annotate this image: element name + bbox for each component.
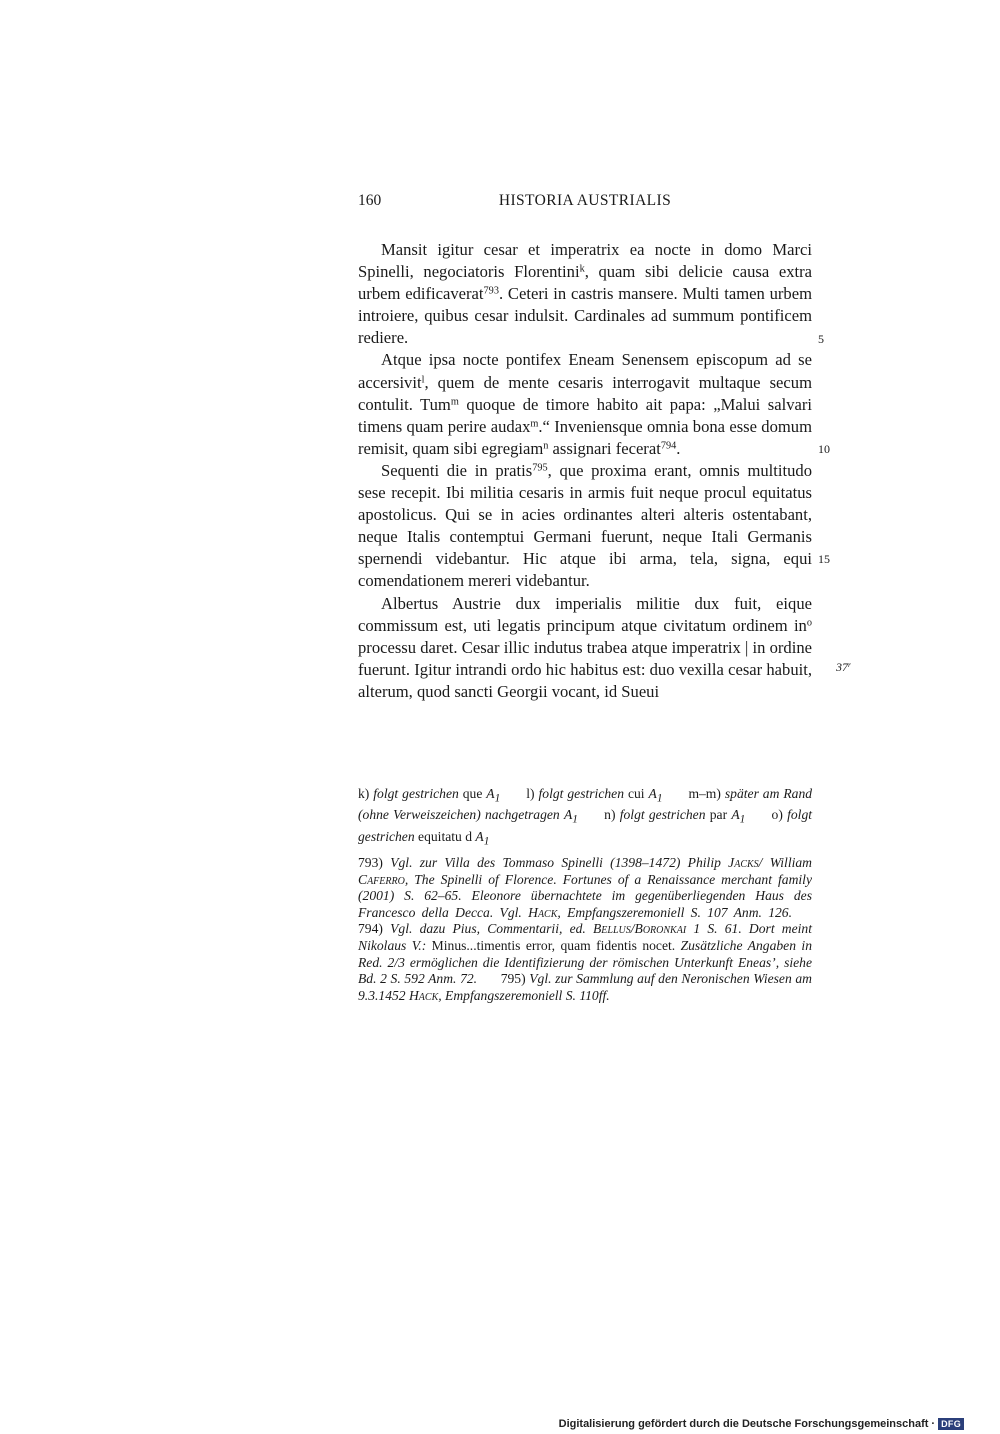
entry-note: folgt gestrichen — [538, 786, 624, 801]
apparatus-ref: m — [530, 418, 539, 430]
critical-apparatus — [358, 786, 812, 850]
dfg-credit: Digitalisierung gefördert durch die Deutsche Forschungsgemeinschaft · DFG — [559, 1418, 964, 1430]
note-text: , Empfangszeremoniell S. 107 Anm. 126. — [557, 904, 792, 920]
sigil: A — [475, 828, 484, 844]
entry-label: m–m) — [688, 786, 721, 801]
footnote-ref: 794 — [660, 440, 677, 452]
page-number: 160 — [358, 192, 382, 209]
text-span: , quem de mente cesaris interrogavit multaque secum contulit. Tum — [358, 372, 812, 414]
text-span: , que proxima erant, omnis multitudo sese recepit. Ibi militia cesaris in armis fuit neque procul equitatus apostolicus. Qui se in acies ordinantes alteri alteris ostentabant, neque Italis contemptui Germani fuerunt, neque Itali Germanis spernendi videbantur. Hic atque ibi arma, tela, signa, equi comendationem mereri videbantur. — [358, 460, 812, 591]
note-text: Zusätzliche Angaben in Red. 2/3 ermöglichen die Identifizierung der römischen Unterkunft Eneas’, siehe Bd. 2 S. 592 Anm. 72. — [358, 937, 812, 987]
text-span: . — [676, 438, 681, 458]
entry-text: cui — [624, 786, 649, 801]
note-text: Vgl. zur Villa des Tommaso Spinelli (1398–1472) Philip — [390, 855, 729, 870]
sigil-sub: 1 — [656, 792, 663, 805]
entry-label: k) — [358, 786, 370, 801]
running-title: HISTORIA AUSTRIALIS — [498, 192, 672, 209]
text-span: Sequenti die in pratis — [381, 460, 533, 480]
main-text — [358, 239, 812, 703]
author-name: Caferro — [358, 871, 405, 887]
footnote-793 — [358, 855, 812, 920]
sigil-sub: 1 — [494, 792, 501, 805]
sigil: A — [731, 807, 740, 823]
entry-note: folgt gestrichen — [373, 786, 459, 801]
entry-label: l) — [526, 786, 535, 801]
entry-note: später am Rand (ohne Verweiszeichen) nachgetragen — [358, 786, 813, 823]
text-span: , quam sibi delicie causa extra urbem edificaverat — [358, 262, 813, 304]
dfg-logo-icon: DFG — [938, 1418, 964, 1430]
paragraph-1 — [358, 239, 812, 349]
entry-label: o) — [771, 807, 783, 823]
entry-text: que — [458, 786, 487, 801]
text-span: Atque ipsa nocte pontifex Eneam Senensem episcopum ad se accersivit — [358, 350, 812, 392]
apparatus-ref: k — [579, 263, 585, 275]
entry-label: n) — [604, 807, 616, 823]
note-text: , Empfangszeremoniell S. 110ff. — [438, 987, 610, 1003]
note-text: / William — [758, 855, 812, 870]
entry-text: equitatu d — [414, 828, 476, 844]
folio-side: r — [848, 659, 851, 669]
quotation: Minus...timentis error, quam fidentis nocet. — [431, 937, 676, 953]
sigil: A — [648, 786, 657, 801]
text-span: .“ Inveniensque omnia bona esse domum remisit, quam sibi egregiam — [358, 416, 813, 458]
line-number-15: 15 — [818, 552, 830, 566]
note-text: Vgl. dazu Pius, Commentarii, ed. — [390, 921, 593, 937]
footnote-ref: 793 — [483, 285, 499, 297]
apparatus-entry-k — [358, 786, 501, 805]
line-number-5: 5 — [818, 332, 824, 346]
entry-note: folgt gestrichen — [358, 807, 813, 844]
text-span: . Ceteri in castris mansere. Multi tamen urbem introiere, quibus cesar indulsit. Cardinales ad summum pontificem rediere. — [358, 284, 813, 348]
note-text: , The Spinelli of Florence. Fortunes of a Renaissance merchant family (2001) S. 62–65. Eleonore übernachtete im gegenüberliegenden Haus des Francesco della Decca. Vgl. — [358, 871, 812, 920]
entry-note: folgt gestrichen — [619, 807, 706, 823]
text-span: processu daret. Cesar illic indutus trabea atque imperatrix | in ordine fuerunt. Igitur intrandi ordo hic habitus est: duo vexilla cesar habuit, alterum, quod sancti Georgii vocant, id Sueui — [358, 637, 812, 701]
apparatus-entry-n — [604, 807, 746, 827]
paragraph-3 — [358, 460, 812, 593]
footnote-label: 795) — [500, 971, 526, 987]
entry-text: par — [705, 807, 732, 823]
text-span: quoque de timore habito ait papa: „Malui salvari timens quam perire audax — [358, 394, 813, 436]
sigil: A — [563, 807, 573, 823]
footnote-ref: 795 — [532, 462, 548, 474]
text-span: Albertus Austrie dux imperialis militie dux fuit, eique commissum est, uti legatis principum atque civitatum ordinem in — [358, 593, 812, 635]
sigil: A — [486, 786, 495, 801]
paragraph-2 — [358, 349, 812, 459]
text-span: assignari fecerat — [548, 438, 661, 458]
footnote-label: 794) — [358, 921, 383, 937]
apparatus-ref: n — [543, 440, 549, 452]
note-text: Vgl. zur Sammlung auf den Neronischen Wiesen am 9.3.1452 — [358, 971, 812, 1003]
line-number-10: 10 — [818, 442, 830, 456]
note-text: 1 S. 61. Dort meint Nikolaus V.: — [358, 921, 813, 953]
page-header — [358, 192, 812, 214]
folio-number: 37 — [836, 660, 848, 674]
commentary-notes — [358, 855, 812, 1004]
sigil-sub: 1 — [572, 814, 578, 827]
apparatus-ref: l — [421, 373, 425, 385]
text-span: Mansit igitur cesar et imperatrix ea nocte in domo Marci Spinelli, negociatoris Florentini — [358, 240, 812, 282]
apparatus-ref: m — [450, 396, 459, 407]
folio-marker — [836, 660, 851, 675]
apparatus-entry-l — [526, 786, 663, 805]
footnote-label: 793) — [358, 855, 383, 870]
author-name: Hack — [528, 904, 558, 920]
author-name: Hack — [408, 987, 439, 1003]
sigil-sub: 1 — [483, 835, 490, 848]
sigil-sub: 1 — [739, 814, 746, 827]
apparatus-ref: o — [806, 616, 812, 628]
author-name: Bellus/Boronkai — [593, 921, 687, 937]
credit-text: Digitalisierung gefördert durch die Deutsche Forschungsgemeinschaft — [558, 1418, 929, 1430]
paragraph-4 — [358, 593, 812, 703]
author-name: Jacks — [728, 855, 759, 870]
